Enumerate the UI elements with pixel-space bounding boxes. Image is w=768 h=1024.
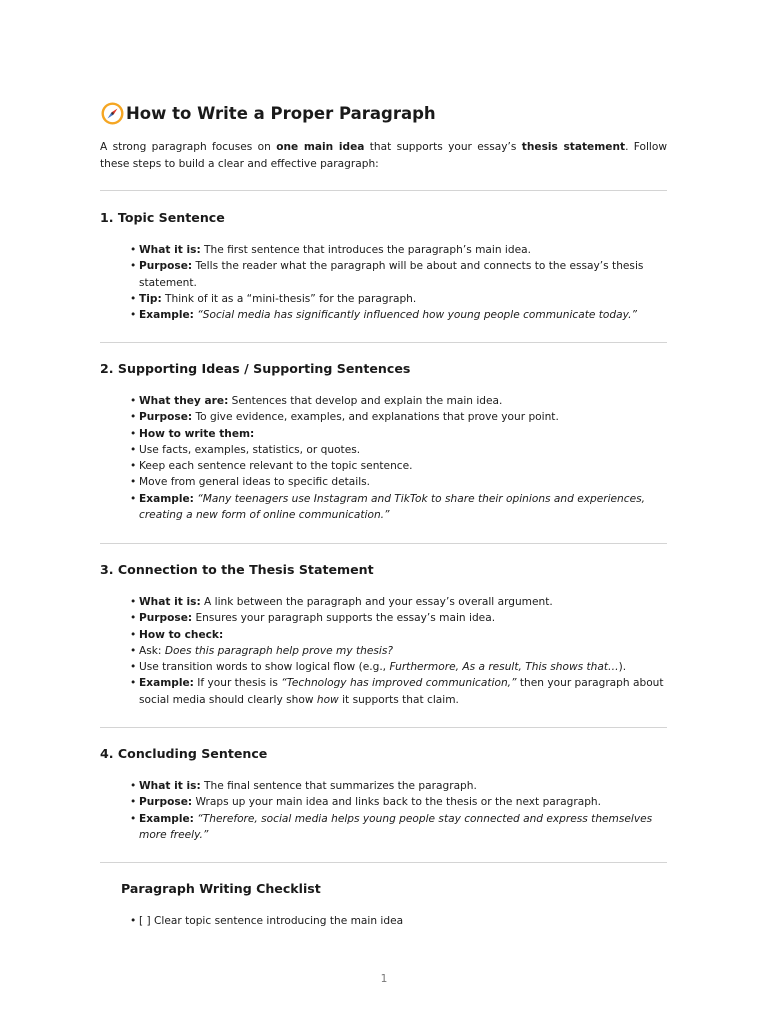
section-list xyxy=(130,242,670,323)
item-emphasis: how xyxy=(316,693,339,706)
checklist-item xyxy=(130,913,670,929)
compass-icon xyxy=(100,101,125,126)
item-label: What they are: xyxy=(139,395,229,407)
list-item xyxy=(130,675,670,708)
list-item xyxy=(130,393,670,409)
list-item xyxy=(130,610,670,626)
section-heading: 4. Concluding Sentence xyxy=(100,746,268,761)
item-text: Move from general ideas to specific details. xyxy=(139,476,371,489)
item-label: Purpose: xyxy=(139,612,193,625)
item-example: “Social media has significantly influenced how young people communicate today.” xyxy=(197,309,637,322)
item-label: Example: xyxy=(139,677,194,690)
section-list xyxy=(130,594,670,708)
item-label: Example: xyxy=(139,812,194,825)
item-text: [ ] Clear topic sentence introducing the main idea xyxy=(139,915,404,927)
item-example: “Many teenagers use Instagram and TikTok to share their opinions and experiences, creating a new form of online communication.” xyxy=(139,492,646,522)
item-example: “Therefore, social media helps young people stay connected and express themselves more freely.” xyxy=(139,812,653,841)
item-label: What it is: xyxy=(139,596,201,608)
intro-text: that supports your essay’s xyxy=(364,141,522,153)
divider xyxy=(100,862,667,863)
divider xyxy=(100,342,667,343)
item-label: Example: xyxy=(139,492,194,505)
item-text: If your thesis is xyxy=(193,677,282,690)
item-label: How to check: xyxy=(139,628,224,641)
list-item xyxy=(130,442,670,458)
item-text: Use facts, examples, statistics, or quotes. xyxy=(139,443,361,456)
list-item xyxy=(130,811,670,844)
item-text: Ask: xyxy=(139,644,165,657)
list-item xyxy=(130,474,670,490)
item-text: ). xyxy=(618,661,627,674)
item-example: “Technology has improved communication,” xyxy=(281,677,517,690)
list-item xyxy=(130,458,670,474)
divider xyxy=(100,543,667,544)
intro-text: A strong paragraph focuses on xyxy=(100,141,277,153)
item-label: Example: xyxy=(139,309,194,322)
list-item xyxy=(130,778,670,794)
list-item xyxy=(130,291,670,307)
intro-bold: one main idea xyxy=(276,141,365,153)
list-item xyxy=(130,242,670,258)
section-heading: 3. Connection to the Thesis Statement xyxy=(100,562,374,577)
item-example: Does this paragraph help prove my thesis? xyxy=(164,644,393,657)
title-text: How to Write a Proper Paragraph xyxy=(126,104,436,123)
list-item xyxy=(130,659,670,675)
item-text: Wraps up your main idea and links back to the thesis or the next paragraph. xyxy=(192,796,602,809)
item-label: Purpose: xyxy=(139,411,193,424)
item-text: Sentences that develop and explain the main idea. xyxy=(228,395,503,407)
intro-text: . Follow these steps to build a clear and effective paragraph: xyxy=(100,141,667,170)
list-item xyxy=(130,794,670,810)
item-label: What it is: xyxy=(139,780,201,792)
list-item xyxy=(130,491,670,524)
intro-paragraph xyxy=(100,139,667,172)
divider xyxy=(100,727,667,728)
list-item xyxy=(130,627,670,643)
item-label: Purpose: xyxy=(139,796,193,809)
item-text: To give evidence, examples, and explanations that prove your point. xyxy=(192,411,559,424)
item-text: Use transition words to show logical flow (e.g., xyxy=(139,661,390,674)
section-heading: 1. Topic Sentence xyxy=(100,210,225,225)
item-text: Keep each sentence relevant to the topic sentence. xyxy=(139,460,413,473)
item-text: then your paragraph about social media should clearly show xyxy=(139,677,664,706)
list-item xyxy=(130,307,670,323)
divider xyxy=(100,190,667,191)
section-list xyxy=(130,393,670,523)
item-text: it supports that claim. xyxy=(338,693,459,706)
item-text: Think of it as a “mini-thesis” for the paragraph. xyxy=(161,292,417,305)
checklist-heading: Paragraph Writing Checklist xyxy=(121,881,321,896)
item-text: Tells the reader what the paragraph will be about and connects to the essay’s thesis statement. xyxy=(139,260,644,289)
item-label: Tip: xyxy=(139,292,162,305)
item-text: Ensures your paragraph supports the essay’s main idea. xyxy=(192,612,496,625)
list-item xyxy=(130,643,670,659)
intro-bold: thesis statement xyxy=(521,141,626,153)
item-text: The first sentence that introduces the paragraph’s main idea. xyxy=(200,244,531,256)
section-list xyxy=(130,778,670,843)
item-example: Furthermore, As a result, This shows that… xyxy=(389,661,619,674)
document-title xyxy=(100,101,436,126)
page-number: 1 xyxy=(380,973,388,985)
list-item xyxy=(130,258,670,291)
checklist-list xyxy=(130,913,670,929)
list-item xyxy=(130,426,670,442)
item-label: What it is: xyxy=(139,244,201,256)
section-heading: 2. Supporting Ideas / Supporting Sentences xyxy=(100,361,411,376)
item-text: The final sentence that summarizes the paragraph. xyxy=(200,780,477,792)
list-item xyxy=(130,409,670,425)
list-item xyxy=(130,594,670,610)
item-label: How to write them: xyxy=(139,427,255,440)
item-label: Purpose: xyxy=(139,260,193,273)
item-text: A link between the paragraph and your essay’s overall argument. xyxy=(200,596,553,608)
